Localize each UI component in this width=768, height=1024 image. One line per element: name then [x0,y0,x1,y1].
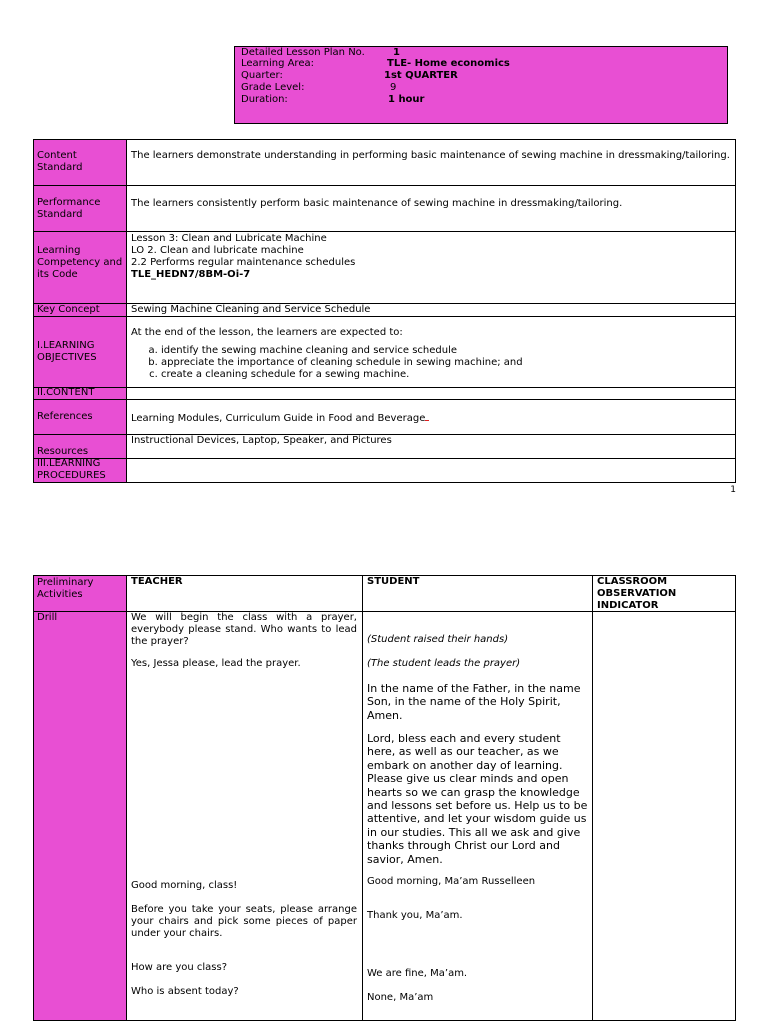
student-line: None, Ma’am [367,992,434,1003]
student-line: Good morning, Ma’am Russelleen [367,876,536,887]
activities-divider [592,575,593,1021]
header-label: Learning Area: [241,58,314,69]
procedures-label: III.LEARNING PROCEDURES [37,458,106,481]
header-label: Detailed Lesson Plan No. [241,47,365,58]
performance-standard-text: The learners consistently perform basic maintenance of sewing machine in dressmaking/tailoring. [131,198,623,209]
resources-text: Instructional Devices, Laptop, Speaker, and Pictures [131,435,392,446]
key-concept-label: Key Concept [37,304,100,315]
content-standard-text: The learners demonstrate understanding in performing basic maintenance of sewing machine in dressmaking/tailoring. [131,150,730,161]
competency-code: TLE_HEDN7/8BM-Oi-7 [131,269,251,280]
objective-item: a. identify the sewing machine cleaning and service schedule [161,345,732,357]
objectives-intro: At the end of the lesson, the learners are expected to: [131,327,403,338]
competency-label: Learning Competency and its Code [37,245,123,280]
key-concept-text: Sewing Machine Cleaning and Service Schedule [131,304,371,315]
objectives-list [131,345,732,381]
observation-indicator-header: CLASSROOM OBSERVATION INDICATOR [597,576,677,611]
resources-label: Resources [37,446,89,457]
references-value: Learning Modules, Curriculum Guide in Food and Beverage [131,413,426,424]
objectives-text [127,325,736,383]
header-label: Duration: [241,94,288,105]
header-value: 1 [393,47,400,58]
header-label: Quarter: [241,70,283,81]
student-prayer: Lord, bless each and every student here, as well as our teacher, as we embark on another day of learning. Please give us clear minds and open hearts so we can grasp the knowledge and lessons set before us. Help us to be attentive, and let your wisdom guide us in our studies. This all we ask and give thanks through Christ our Lord and savior, Amen. [367,732,588,866]
teacher-header: TEACHER [131,576,183,587]
page-number: 1 [730,485,736,495]
prelim-activities-header: Preliminary Activities [37,577,94,600]
header-label: Grade Level: [241,82,305,93]
lesson-header-box [234,46,728,124]
spellcheck-mark [425,411,429,421]
competency-text [127,231,736,283]
activities-divider [126,575,127,1021]
header-value: 1st QUARTER [384,70,458,81]
teacher-line: How are you class? [131,962,228,973]
row-divider [33,185,736,186]
teacher-line: Who is absent today? [131,986,239,997]
competency-line: LO 2. Clean and lubricate machine [131,245,304,256]
teacher-line: Good morning, class! [131,880,238,891]
student-line: We are fine, Ma’am. [367,968,468,979]
content-standard-label: Content Standard [37,150,83,173]
references-label: References [37,411,93,422]
row-divider [33,458,736,459]
teacher-line: Before you take your seats, please arrange your chairs and pick some pieces of paper under your chairs. [131,904,357,939]
objective-item: b. appreciate the importance of cleaning schedule in sewing machine; and [161,357,732,369]
row-divider [33,387,736,388]
activities-divider [362,575,363,1021]
activities-bottom-line [33,1020,736,1021]
references-text [127,409,736,427]
competency-line: 2.2 Performs regular maintenance schedules [131,257,356,268]
student-line: (Student raised their hands) [367,634,509,645]
performance-standard-label: Performance Standard [37,197,101,220]
teacher-line: We will begin the class with a prayer, everybody please stand. Who wants to lead the prayer? [131,612,357,647]
header-value: 1 hour [388,94,425,105]
objective-item: c. create a cleaning schedule for a sewing machine. [161,369,732,381]
teacher-line: Yes, Jessa please, lead the prayer. [131,658,301,669]
student-line: (The student leads the prayer) [367,658,521,669]
content-label: II.CONTENT [37,387,95,398]
header-value: TLE- Home economics [387,58,510,69]
header-value: 9 [390,82,397,93]
row-divider [33,399,736,400]
student-line: Thank you, Ma’am. [367,910,463,921]
student-line: In the name of the Father, in the name Son, in the name of the Holy Spirit, Amen. [367,682,581,722]
student-header: STUDENT [367,576,420,587]
objectives-label: I.LEARNING OBJECTIVES [37,340,97,363]
drill-label: Drill [37,612,58,623]
competency-line: Lesson 3: Clean and Lubricate Machine [131,233,327,244]
